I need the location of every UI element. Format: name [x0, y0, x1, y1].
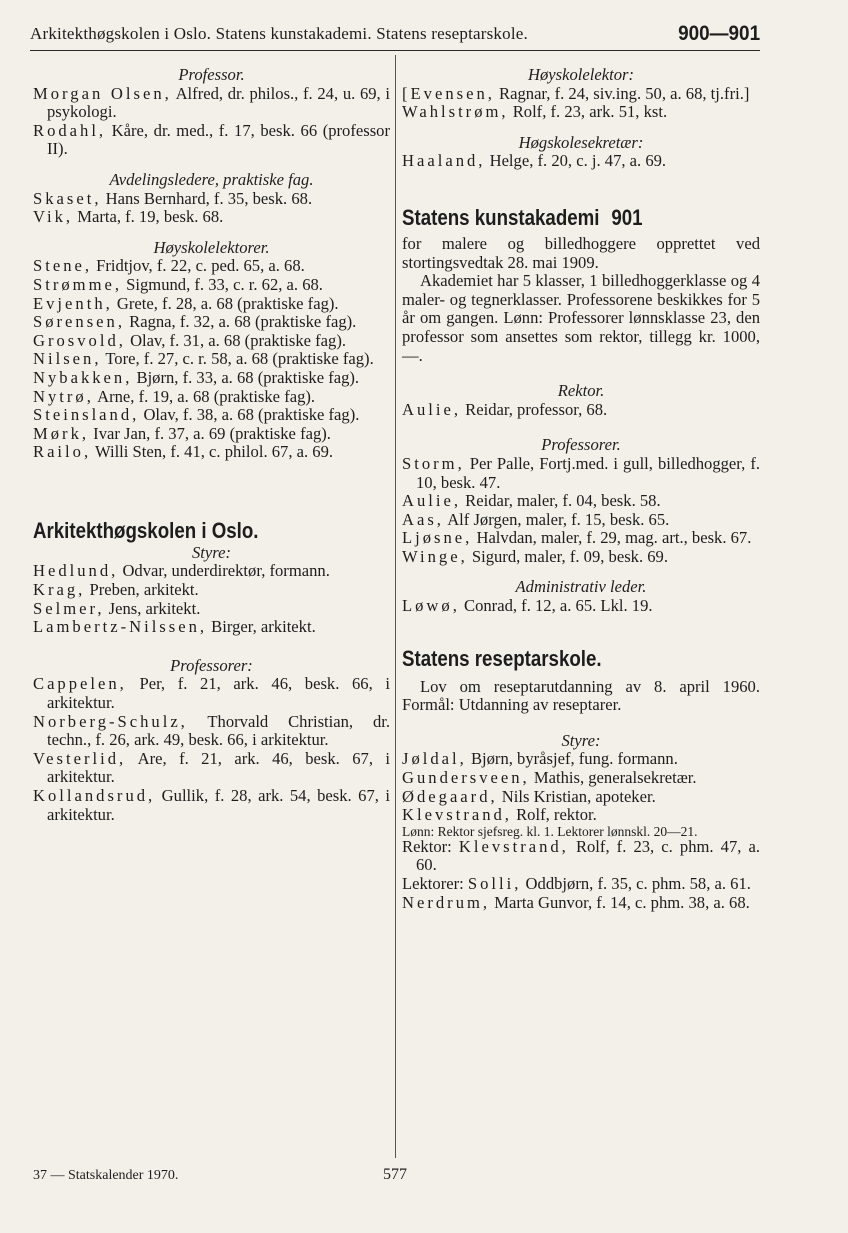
- person-name: Gundersveen,: [402, 768, 530, 788]
- person-details: Helge, f. 20, c. j. 47, a. 69.: [485, 151, 667, 171]
- entry-2: [33, 600, 390, 619]
- person-details: Olav, f. 31, a. 68 (praktiske fag).: [125, 330, 347, 350]
- person-details: Hans Bernhard, f. 35, besk. 68.: [101, 188, 313, 208]
- entry-0: [402, 401, 760, 420]
- person-details: Bjørn, f. 33, a. 68 (praktiske fag).: [132, 367, 360, 387]
- column-divider: [395, 55, 396, 1158]
- person-name: Rodahl,: [33, 120, 107, 140]
- person-name: Vesterlid,: [33, 748, 127, 768]
- person-details: Oddbjørn, f. 35, c. phm. 58, a. 61.: [521, 874, 751, 893]
- entry-0: [33, 85, 390, 122]
- reseptar-staff-list: [402, 838, 760, 912]
- left-column: [33, 66, 390, 824]
- person-name: Klevstrand,: [458, 836, 569, 856]
- entry-0: [33, 257, 390, 276]
- person-details: Birger, arkitekt.: [207, 617, 316, 637]
- section-title-styre: Styre:: [191, 542, 231, 562]
- entry-0: [402, 152, 760, 171]
- page-range: 900—901: [678, 22, 760, 45]
- entry-3: [33, 787, 390, 824]
- entry-1: [33, 208, 390, 227]
- person-name: Morgan Olsen,: [33, 83, 172, 103]
- person-details: Nils Kristian, apoteker.: [497, 786, 656, 806]
- lonn-note: Lønn: Rektor sjefsreg. kl. 1. Lektorer lønnskl. 20—21.: [402, 823, 698, 839]
- right-column: [402, 66, 760, 912]
- person-details: Fridtjov, f. 22, c. ped. 65, a. 68.: [92, 256, 305, 276]
- person-name: Lambertz-Nilssen,: [33, 617, 208, 637]
- paragraph-kunstakademi-klasser: Akademiet har 5 klasser, 1 billedhoggerklasse og 4 maler- og tegnerklasser. Professorene beskikkes for 5 år om gangen. Lønn: Professorer lønnsklasse 23, den professor som ansettes som rektor, tillegg kr. 1000,—.: [402, 271, 760, 365]
- entry-1: [402, 769, 760, 788]
- section-title-hoyskolelektorer: Høyskolelektorer.: [153, 237, 270, 257]
- professor-list: [33, 85, 390, 159]
- person-details: Sigmund, f. 33, c. r. 62, a. 68.: [122, 274, 323, 294]
- person-name: Klevstrand,: [402, 805, 512, 825]
- entry-0: [402, 455, 760, 492]
- person-name: Winge,: [402, 546, 468, 566]
- section-title-hoyskolelektor: Høyskolelektor:: [528, 65, 634, 84]
- entry-0: [33, 190, 390, 209]
- reseptar-styre-list: [402, 750, 760, 824]
- person-name: Steinsland,: [33, 405, 140, 425]
- person-name: Aulie,: [402, 399, 462, 419]
- person-name: Aas,: [402, 509, 444, 529]
- person-details: Jens, arkitekt.: [104, 598, 201, 618]
- person-details: Conrad, f. 12, a. 65. Lkl. 19.: [459, 596, 653, 616]
- person-name: Grosvold,: [33, 330, 126, 350]
- person-name: Jøldal,: [402, 749, 467, 769]
- rektor-list: [402, 401, 760, 420]
- person-details: Alfred, dr. philos., f. 24, u. 69, i psykologi.: [47, 83, 390, 122]
- person-details: Rolf, rektor.: [511, 805, 597, 825]
- person-details: Halvdan, maler, f. 29, mag. art., besk. 67.: [472, 528, 752, 548]
- entry-4: [402, 548, 760, 567]
- person-name: Wahlstrøm,: [402, 102, 509, 122]
- entry-10: [33, 443, 390, 462]
- person-details: Arne, f. 19, a. 68 (praktiske fag).: [93, 386, 316, 406]
- entry-5: [33, 350, 390, 369]
- entry-1: [33, 713, 390, 750]
- person-name: Ljøsne,: [402, 528, 473, 548]
- person-name: Aulie,: [402, 491, 462, 511]
- person-details: Odvar, underdirektør, formann.: [118, 561, 330, 581]
- page-header: [30, 22, 760, 51]
- entry-8: [33, 406, 390, 425]
- entry-3: [402, 806, 760, 825]
- section-title-avdelingsledere: Avdelingsledere, praktiske fag.: [109, 169, 314, 189]
- professorer-list: [33, 675, 390, 824]
- person-details: Willi Sten, f. 41, c. philol. 67, a. 69.: [91, 442, 334, 462]
- person-details: Olav, f. 38, a. 68 (praktiske fag).: [139, 405, 360, 425]
- heading-text: Statens kunstakademi: [402, 204, 600, 230]
- person-details: Kåre, dr. med., f. 17, besk. 66 (professor II).: [47, 120, 390, 159]
- section-title-professorer-akademi: Professorer.: [541, 435, 621, 455]
- section-title-styre-reseptar: Styre:: [561, 730, 601, 750]
- entry-2: [33, 295, 390, 314]
- entry-1: [402, 103, 760, 122]
- person-name: Nytrø,: [33, 386, 94, 406]
- person-name: [Evensen,: [402, 83, 495, 103]
- avdelingsledere-list: [33, 190, 390, 227]
- heading-arkitekthogskolen: Arkitekthøgskolen i Oslo.: [33, 517, 259, 543]
- person-name: Evjenth,: [33, 293, 113, 313]
- entry-1: [402, 875, 760, 894]
- person-name: Ødegaard,: [402, 786, 498, 806]
- person-details: Grete, f. 28, a. 68 (praktiske fag).: [112, 293, 339, 313]
- person-details: Mathis, generalsekretær.: [529, 768, 697, 788]
- page-number: 577: [383, 1166, 407, 1183]
- person-name: Hedlund,: [33, 561, 119, 581]
- section-title-administrativ-leder: Administrativ leder.: [515, 577, 647, 597]
- person-details: Ragnar, f. 24, siv.ing. 50, a. 68, tj.fri.]: [494, 83, 750, 103]
- person-name: Nerdrum,: [402, 892, 491, 912]
- entry-0: [402, 597, 760, 616]
- person-details: Bjørn, byråsjef, fung. formann.: [466, 749, 678, 769]
- entry-prefix: Rektor:: [402, 836, 459, 856]
- person-details: Gullik, f. 28, ark. 54, besk. 67, i arkitektur.: [47, 786, 390, 824]
- entry-6: [33, 369, 390, 388]
- paragraph-reseptarskole-lov: Lov om reseptarutdanning av 8. april 1960. Formål: Utdanning av reseptarer.: [402, 676, 760, 715]
- entry-1: [33, 122, 390, 159]
- person-name: Strømme,: [33, 274, 122, 294]
- person-details: Alf Jørgen, maler, f. 15, besk. 65.: [443, 509, 670, 529]
- person-details: Ivar Jan, f. 37, a. 69 (praktiske fag).: [89, 423, 331, 443]
- entry-0: [402, 750, 760, 769]
- entry-0: [402, 85, 760, 104]
- person-name: Storm,: [402, 453, 465, 473]
- person-details: Reidar, maler, f. 04, besk. 58.: [461, 491, 661, 511]
- hoyskolelektorer-list: [33, 257, 390, 462]
- footer-source: 37 — Statskalender 1970.: [33, 1168, 179, 1183]
- entry-2: [402, 511, 760, 530]
- entry-2: [402, 894, 760, 913]
- person-name: Norberg-Schulz,: [33, 711, 188, 731]
- person-details: Ragna, f. 32, a. 68 (praktiske fag).: [124, 312, 357, 332]
- entry-1: [33, 581, 390, 600]
- entry-7: [33, 388, 390, 407]
- person-name: Nybakken,: [33, 367, 133, 387]
- person-name: Sørensen,: [33, 312, 125, 332]
- running-title: Arkitekthøgskolen i Oslo. Statens kunstakademi. Statens reseptarskole.: [30, 24, 528, 43]
- person-details: Marta, f. 19, besk. 68.: [73, 207, 224, 227]
- person-name: Skaset,: [33, 188, 102, 208]
- person-details: Per Palle, Fortj.med. i gull, billedhogger, f. 10, besk. 47.: [416, 453, 760, 492]
- person-name: Stene,: [33, 256, 93, 276]
- styre-list: [33, 562, 390, 636]
- person-details: Sigurd, maler, f. 09, besk. 69.: [467, 546, 668, 566]
- entry-0: [33, 675, 390, 712]
- heading-number: 901: [611, 204, 643, 230]
- person-name: Nilsen,: [33, 349, 102, 369]
- hogskolesekretaer-list: [402, 152, 760, 171]
- entry-prefix: Lektorer:: [402, 874, 468, 893]
- entry-0: [402, 838, 760, 875]
- person-details: Tore, f. 27, c. r. 58, a. 68 (praktiske fag).: [101, 349, 374, 369]
- person-name: Railo,: [33, 442, 92, 462]
- paragraph-kunstakademi-intro: for malere og billedhoggere opprettet ved stortingsvedtak 28. mai 1909.: [402, 233, 760, 272]
- person-name: Selmer,: [33, 598, 105, 618]
- entry-2: [402, 788, 760, 807]
- person-details: Preben, arkitekt.: [85, 580, 199, 600]
- person-name: Vik,: [33, 207, 74, 227]
- administrativ-leder-list: [402, 597, 760, 616]
- person-name: Krag,: [33, 580, 86, 600]
- section-title-rektor: Rektor.: [557, 381, 605, 401]
- heading-statens-kunstakademi: [402, 205, 706, 231]
- person-details: Marta Gunvor, f. 14, c. phm. 38, a. 68.: [490, 892, 750, 912]
- person-details: Rolf, f. 23, ark. 51, kst.: [508, 102, 668, 122]
- person-details: Reidar, professor, 68.: [461, 399, 608, 419]
- entry-9: [33, 425, 390, 444]
- hoyskolelektor-list: [402, 85, 760, 122]
- entry-1: [33, 276, 390, 295]
- section-title-professor: Professor.: [178, 65, 245, 84]
- entry-1: [402, 492, 760, 511]
- section-title-hogskolesekretaer: Høgskolesekretær:: [518, 132, 644, 152]
- entry-0: [33, 562, 390, 581]
- entry-4: [33, 332, 390, 351]
- person-name: Løwø,: [402, 596, 460, 616]
- person-details: Per, f. 21, ark. 46, besk. 66, i arkitektur.: [47, 674, 390, 713]
- person-name: Cappelen,: [33, 674, 127, 694]
- person-name: Solli,: [467, 874, 522, 893]
- entry-3: [33, 618, 390, 637]
- person-details: Thorvald Christian, dr. techn., f. 26, ark. 49, besk. 66, i arkitektur.: [47, 711, 390, 750]
- akademi-professorer-list: [402, 455, 760, 567]
- heading-statens-reseptarskole: Statens reseptarskole.: [402, 645, 602, 671]
- entry-2: [33, 750, 390, 787]
- person-details: Are, f. 21, ark. 46, besk. 67, i arkitektur.: [47, 748, 390, 787]
- entry-3: [402, 529, 760, 548]
- section-title-professorer: Professorer:: [170, 655, 253, 675]
- person-name: Kollandsrud,: [33, 786, 156, 805]
- person-name: Haaland,: [402, 151, 486, 171]
- entry-3: [33, 313, 390, 332]
- person-details: Rolf, f. 23, c. phm. 47, a. 60.: [416, 836, 760, 875]
- person-name: Mørk,: [33, 423, 90, 443]
